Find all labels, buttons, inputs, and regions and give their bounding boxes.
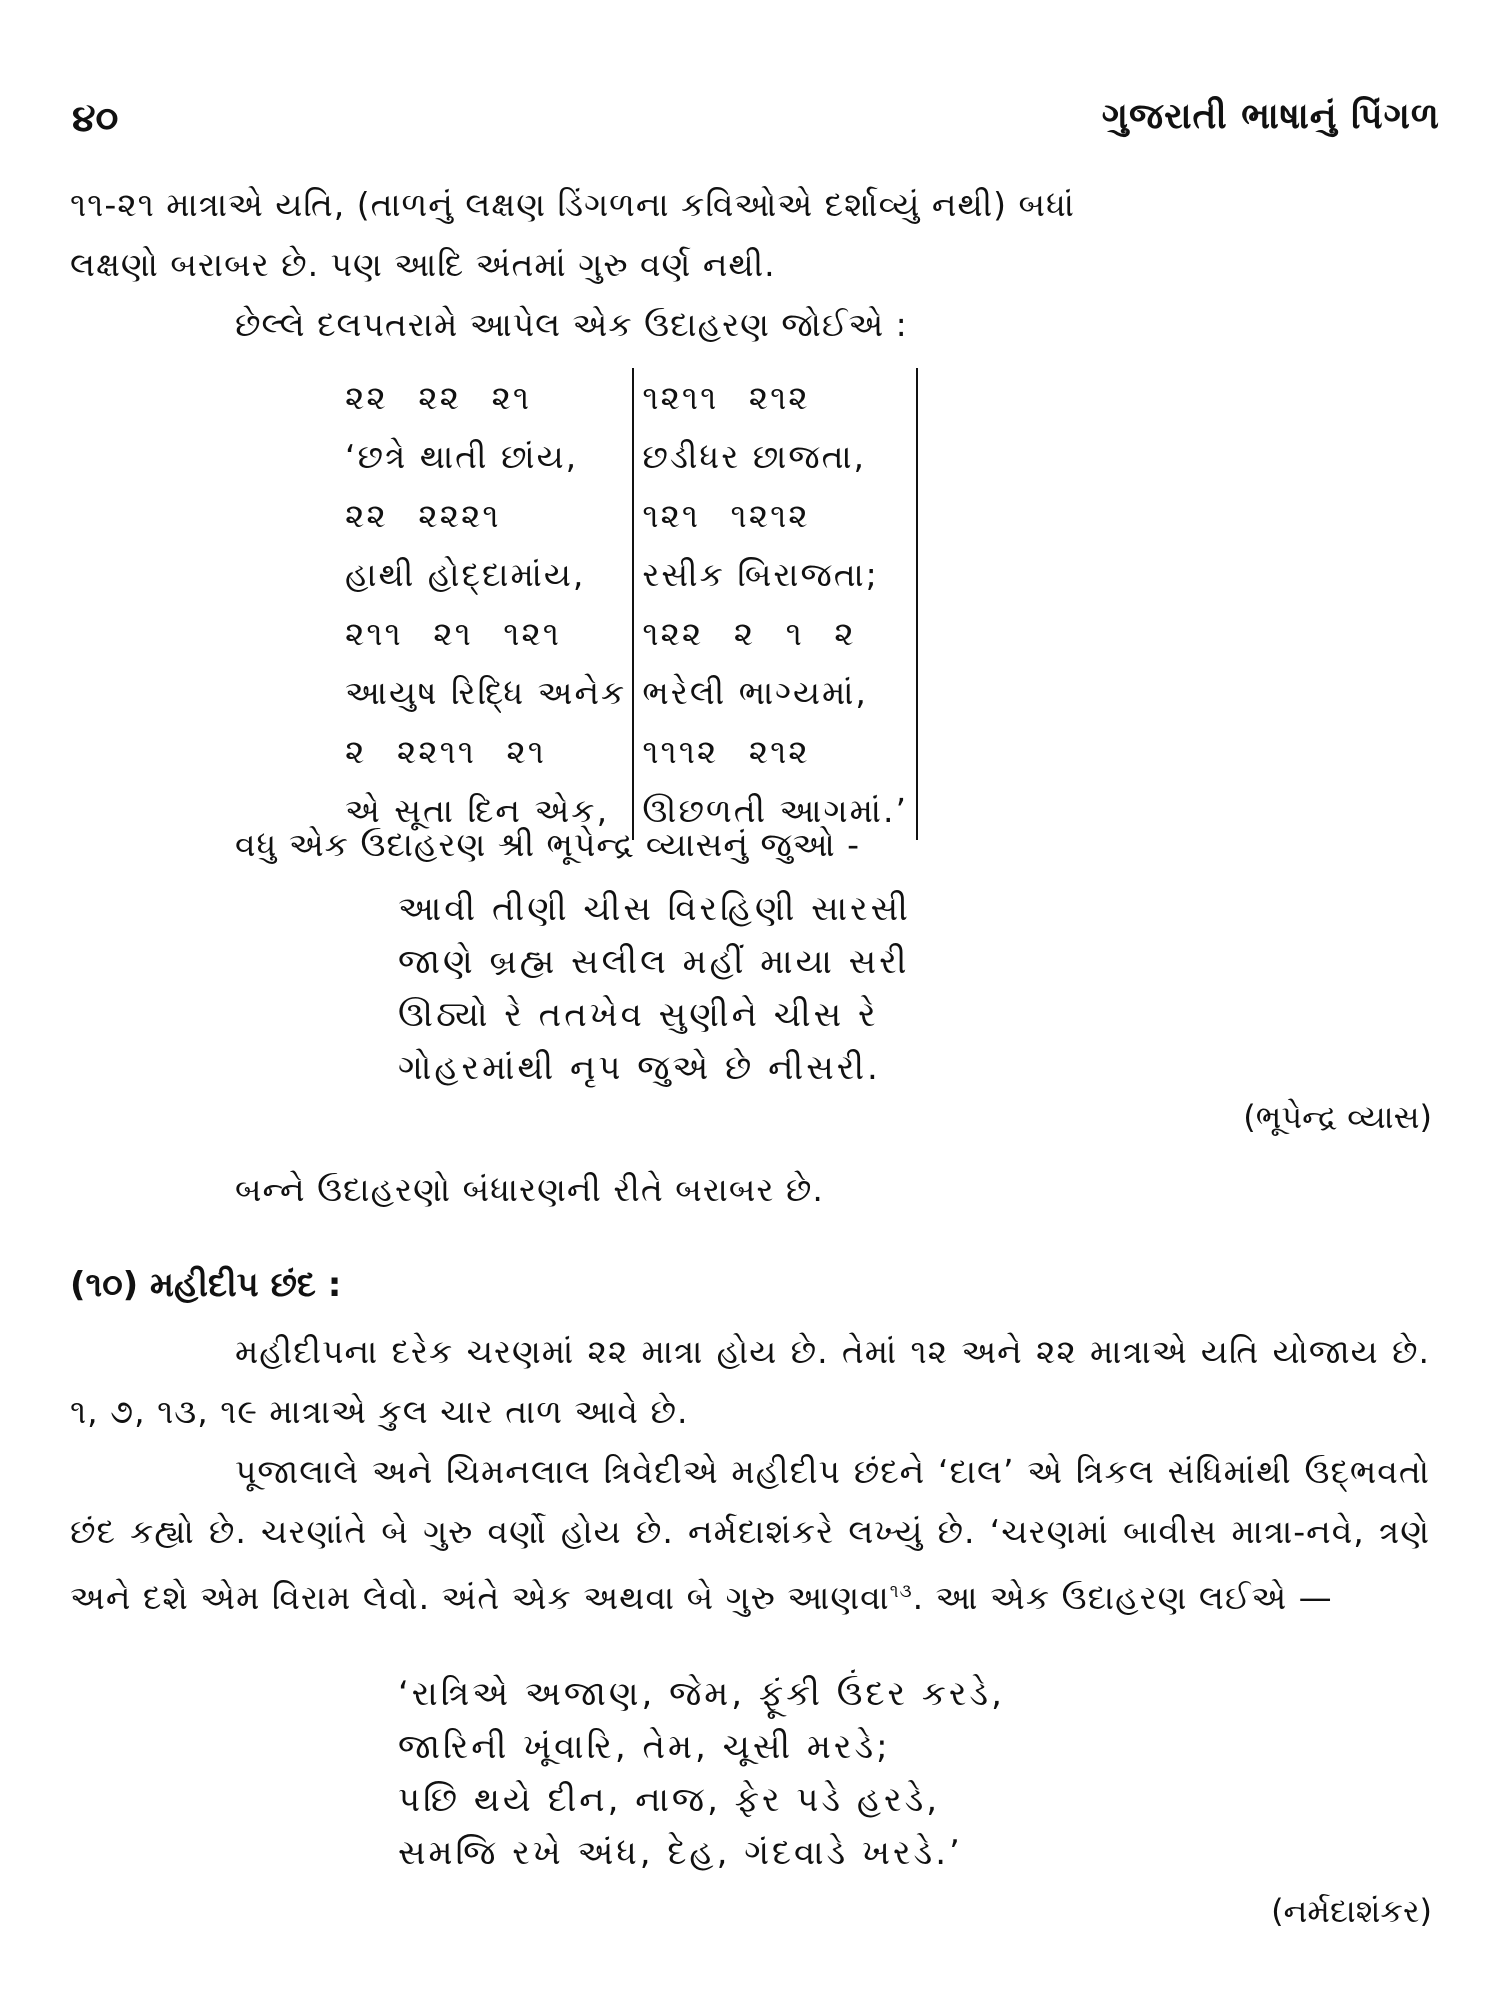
- poem-line: જાણે બ્રહ્મ સલીલ મહીં માયા સરી: [398, 942, 910, 982]
- body-paragraph: [70, 1442, 1430, 1628]
- example-intro: વધુ એક ઉદાહરણ શ્રી ભૂપેન્દ્ર વ્યાસનું જુઓ -: [235, 825, 861, 864]
- metre-cell-left: હાથી હોદ્દામાંય,: [345, 545, 634, 604]
- metre-cell-right: ૧૨૨ ૨ ૧ ૨: [634, 604, 918, 663]
- poem-attribution: (નર્મદાશંકર): [1271, 1892, 1432, 1930]
- poem-line: જારિની ખૂંવારિ, તેમ, ચૂસી મરડે;: [398, 1727, 891, 1767]
- paragraph-text: પૂજાલાલે અને ચિમનલાલ ત્રિવેદીએ મહીદીપ છંદને ‘દાલ’ એ ત્રિકલ સંધિમાંથી ઉદ્ભવતો છંદ કહ્યો છે. ચરણાંતે બે ગુરુ વર્ણો હોય છે. નર્મદાશંકરે લખ્યું છે. ‘ચરણમાં બાવીસ માત્રા-નવે, ત્રણે અને દશે એમ વિરામ લેવો. અંતે એક અથવા બે ગુરુ આણવા: [70, 1452, 1430, 1617]
- poem-line: ઊઠ્યો રે તતખેવ સુણીને ચીસ રે: [398, 995, 879, 1035]
- metre-cell-left: ૨૨ ૨૨૨૧: [345, 486, 634, 545]
- poem-line: ‘રાત્રિએ અજાણ, જેમ, ફૂંકી ઉંદર કરડે,: [398, 1674, 1005, 1714]
- example-intro: છેલ્લે દલપતરામે આપેલ એક ઉદાહરણ જોઈએ :: [235, 305, 908, 344]
- metre-cell-right: ૧૨૧૧ ૨૧૨: [634, 368, 918, 427]
- metre-cell-right: ૧૨૧ ૧૨૧૨: [634, 486, 918, 545]
- poem-line: આવી તીણી ચીસ વિરહિણી સારસી: [398, 889, 911, 929]
- metre-cell-left: ૨૧૧ ૨૧ ૧૨૧: [345, 604, 634, 663]
- metre-cell-right: છડીધર છાજતા,: [634, 427, 918, 486]
- metre-cell-left: આયુષ રિદ્ધિ અનેક: [345, 663, 634, 722]
- metre-cell-right: ભરેલી ભાગ્યમાં,: [634, 663, 918, 722]
- footnote-mark: ૧૩: [889, 1581, 913, 1602]
- metre-cell-left: ૨૨ ૨૨ ૨૧: [345, 368, 634, 427]
- poem-attribution: (ભૂપેન્દ્ર વ્યાસ): [1243, 1098, 1432, 1136]
- metre-cell-right: ઊછળતી આગમાં.’: [634, 781, 918, 840]
- poem-line: પછિ થયે દીન, નાજ, ફેર પડે હરડે,: [398, 1780, 941, 1820]
- metre-cell-right: ૧૧૧૨ ૨૧૨: [634, 722, 918, 781]
- page-number: ૪૦: [72, 96, 119, 140]
- metre-cell-left: ૨ ૨૨૧૧ ૨૧: [345, 722, 634, 781]
- metre-cell-left: એ સૂતા દિન એક,: [345, 781, 634, 840]
- body-paragraph: મહીદીપના દરેક ચરણમાં ૨૨ માત્રા હોય છે. તેમાં ૧૨ અને ૨૨ માત્રાએ યતિ યોજાય છે. ૧, ૭, ૧૩, ૧૯ માત્રાએ કુલ ચાર તાળ આવે છે.: [70, 1332, 1430, 1431]
- poem-line: ગોહરમાંથી નૃપ જુએ છે નીસરી.: [398, 1048, 881, 1088]
- paragraph-text: . આ એક ઉદાહરણ લઈએ —: [912, 1578, 1333, 1617]
- metre-cell-right: રસીક બિરાજતા;: [634, 545, 918, 604]
- running-title: ગુજરાતી ભાષાનું પિંગળ: [1101, 96, 1440, 137]
- poem-line: સમજિ રખે અંધ, દેહ, ગંદવાડે ખરડે.’: [398, 1833, 963, 1873]
- body-line: ૧૧-૨૧ માત્રાએ યતિ, (તાળનું લક્ષણ ડિંગળના કવિઓએ દર્શાવ્યું નથી) બધાં: [70, 185, 1075, 224]
- body-line: લક્ષણો બરાબર છે. પણ આદિ અંતમાં ગુરુ વર્ણ નથી.: [70, 245, 776, 284]
- metre-cell-left: ‘છત્રે થાતી છાંય,: [345, 427, 634, 486]
- conclusion: બન્ને ઉદાહરણો બંધારણની રીતે બરાબર છે.: [235, 1170, 824, 1209]
- metre-example-grid: [345, 368, 918, 840]
- section-heading: (૧૦) મહીદીપ છંદ :: [70, 1265, 342, 1305]
